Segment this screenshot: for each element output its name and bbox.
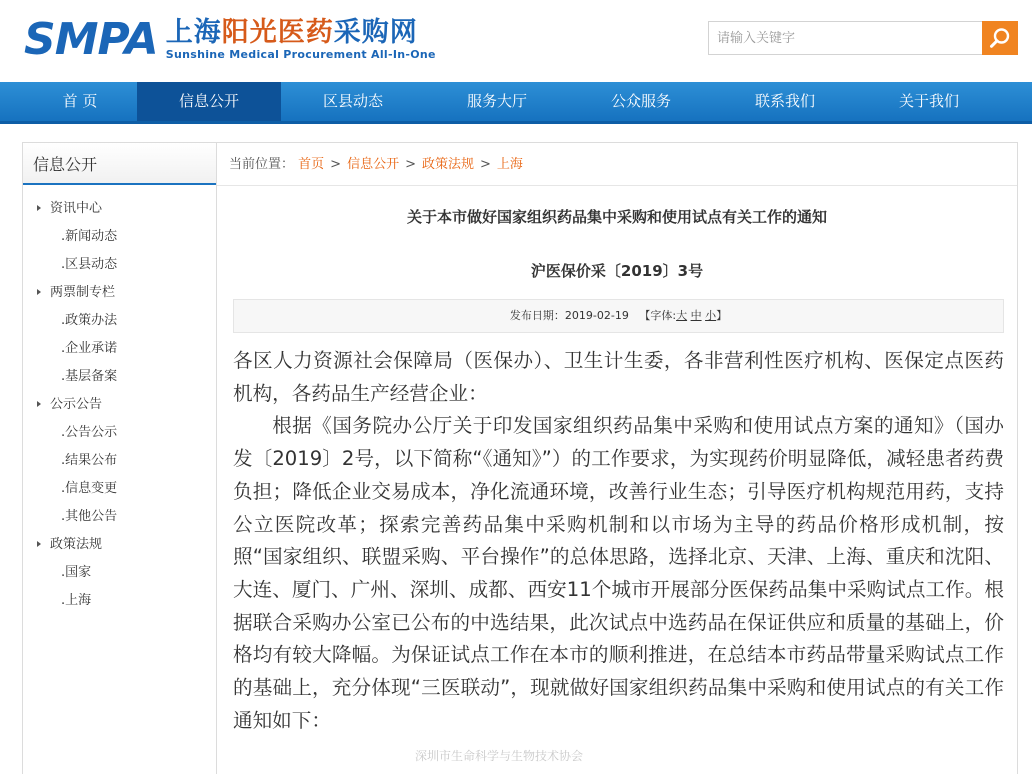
publish-date: 2019-02-19 — [564, 309, 629, 322]
search-icon — [988, 26, 1012, 50]
sidebar-menu — [23, 195, 216, 615]
logo-cn-part-1: 上海 — [165, 17, 222, 48]
nav-item-home[interactable]: 首 页 — [62, 92, 98, 110]
breadcrumb-separator: > — [330, 157, 342, 172]
sidebar-item-other-notices[interactable]: .其他公告 — [61, 509, 118, 524]
sidebar-item-shanghai[interactable]: .上海 — [61, 593, 92, 608]
article-paragraph: 根据《国务院办公厅关于印发国家组织药品集中采购和使用试点方案的通知》（国办发〔2019〕2号，以下简称“《通知》”）的工作要求，为实现药价明显降低，减轻患者药费负担；降低企业交易成本，净化流通环境，改善行业生态；引导医疗机构规范用药，支持公立医院改革；探索完善药品集中采购机制和以市场为主导的药品价格形成机制，按照“国家组织、联盟采购、平台操作”的总体思路，选择北京、天津、上海、重庆和沈阳、大连、厦门、广州、深圳、成都、西安11个城市开展部分医保药品集中采购试点工作。根据联合采购办公室已公布的中选结果，此次试点中选药品在保证供应和质量的基础上，价格均有较大降幅。为保证试点工作在本市的顺利推进，在总结本市药品带量采购试点工作的基础上，充分体现“三医联动”，现就做好国家组织药品集中采购和使用试点的有关工作通知如下： — [233, 414, 1004, 732]
breadcrumb-link-regulations[interactable]: 政策法规 — [422, 157, 475, 172]
caret-right-icon — [37, 401, 41, 407]
sidebar-category-announcements[interactable]: 公示公告 — [23, 391, 216, 419]
site-header — [0, 0, 1032, 82]
caret-right-icon — [37, 205, 41, 211]
breadcrumb-link-home[interactable]: 首页 — [298, 157, 325, 172]
breadcrumb — [217, 143, 1017, 186]
sidebar-item-district-news[interactable]: .区县动态 — [61, 257, 118, 272]
search-box — [708, 21, 1018, 55]
sidebar-category-two-invoice[interactable]: 两票制专栏 — [23, 279, 216, 307]
nav-item-service-hall[interactable]: 服务大厅 — [466, 92, 527, 110]
logo-abbreviation: SMPA — [24, 14, 158, 65]
sidebar-category-regulations[interactable]: 政策法规 — [23, 531, 216, 559]
logo-chinese-name — [166, 18, 436, 48]
breadcrumb-link-shanghai[interactable]: 上海 — [496, 157, 523, 172]
breadcrumb-prefix: 当前位置： — [229, 157, 295, 172]
article-title: 关于本市做好国家组织药品集中采购和使用试点有关工作的通知 — [406, 208, 827, 226]
publish-date-label: 发布日期： — [509, 309, 565, 322]
site-logo[interactable] — [24, 14, 436, 66]
logo-cn-part-3: 采购网 — [333, 17, 418, 48]
logo-english-name: Sunshine Medical Procurement All-In-One — [165, 48, 436, 61]
sidebar-category-news-center[interactable]: 资讯中心 — [23, 195, 216, 223]
sidebar — [22, 142, 217, 774]
article-body — [233, 345, 1004, 737]
font-size-medium-button[interactable]: 中 — [690, 309, 702, 322]
sidebar-item-news[interactable]: .新闻动态 — [61, 229, 118, 244]
nav-item-about-us[interactable]: 关于我们 — [898, 92, 959, 110]
breadcrumb-separator: > — [405, 157, 416, 172]
font-size-small-button[interactable]: 小 — [705, 309, 717, 322]
caret-right-icon — [37, 541, 41, 547]
search-button[interactable] — [982, 21, 1018, 55]
main-nav — [0, 82, 1032, 124]
sidebar-item-policy[interactable]: .政策办法 — [61, 313, 118, 328]
font-size-large-button[interactable]: 大 — [676, 309, 688, 322]
sidebar-item-public-notice[interactable]: .公告公示 — [61, 425, 118, 440]
sidebar-item-info-change[interactable]: .信息变更 — [61, 481, 118, 496]
breadcrumb-link-info-disclosure[interactable]: 信息公开 — [347, 157, 400, 172]
breadcrumb-separator: > — [480, 157, 491, 172]
article-paragraph: 各区人力资源社会保障局（医保办）、卫生计生委，各非营利性医疗机构、医保定点医药机构，各药品生产经营企业： — [233, 349, 1004, 405]
nav-item-contact-us[interactable]: 联系我们 — [754, 92, 815, 110]
sidebar-item-company-pledge[interactable]: .企业承诺 — [61, 341, 118, 356]
sidebar-title: 信息公开 — [23, 143, 216, 185]
sidebar-item-results[interactable]: .结果公布 — [61, 453, 118, 468]
nav-item-info-disclosure[interactable]: 信息公开 — [137, 82, 281, 121]
nav-item-district-news[interactable]: 区县动态 — [322, 92, 383, 110]
font-size-label: 【字体: — [639, 309, 677, 322]
search-input[interactable] — [708, 21, 982, 55]
caret-right-icon — [37, 289, 41, 295]
nav-item-public-service[interactable]: 公众服务 — [610, 92, 671, 110]
article-doc-number: 沪医保价采〔2019〕3号 — [530, 262, 704, 280]
logo-cn-part-2: 阳光医药 — [221, 17, 334, 48]
sidebar-item-national[interactable]: .国家 — [61, 565, 92, 580]
font-size-label-close: 】 — [716, 309, 728, 322]
main-content — [217, 142, 1018, 774]
article-meta — [233, 299, 1004, 333]
sidebar-item-grassroots-filing[interactable]: .基层备案 — [61, 369, 118, 384]
watermark-text: 深圳市生命科学与生物技术协会 — [415, 749, 584, 763]
logo-text — [166, 18, 436, 62]
